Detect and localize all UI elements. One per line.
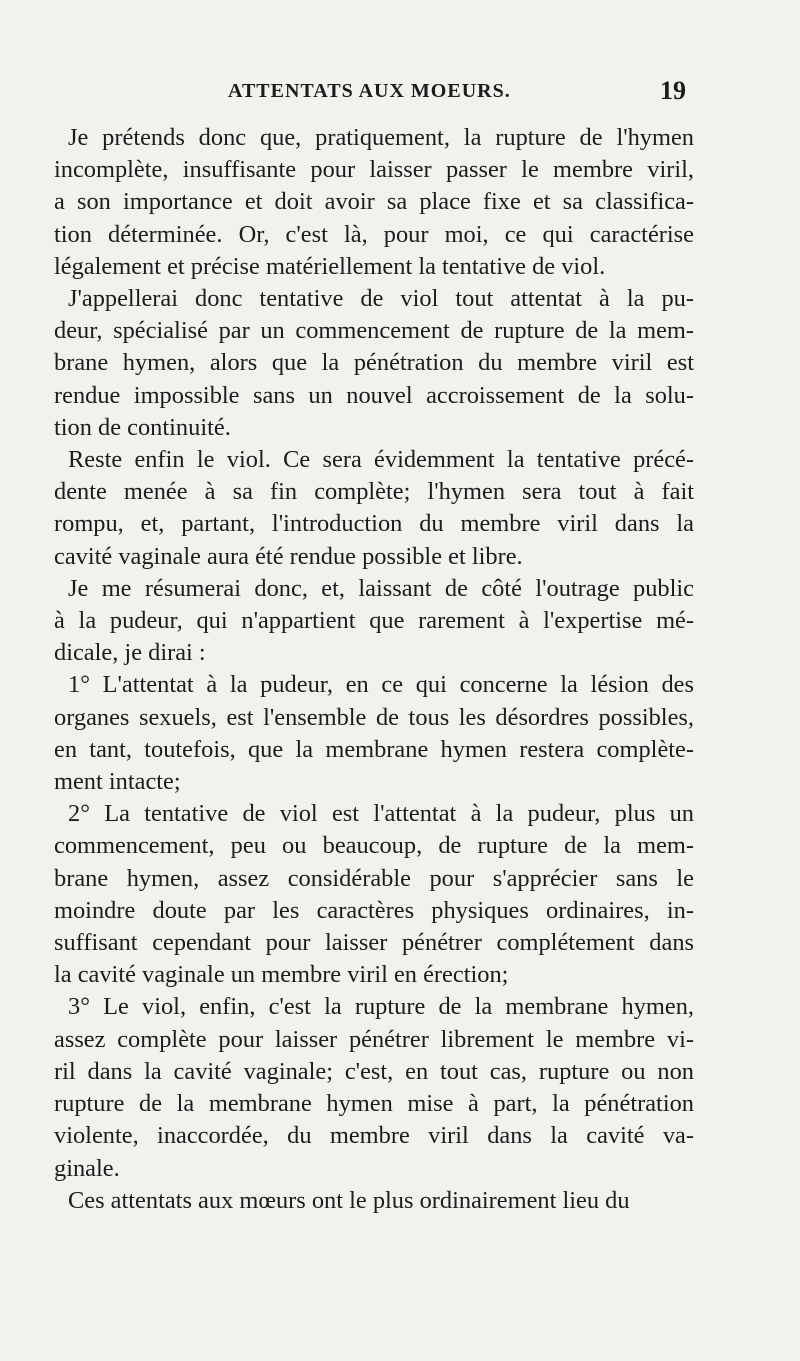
text-line: commencement, peu ou beaucoup, de rupture de la mem- [54, 832, 694, 860]
text-line: en tant, toutefois, que la membrane hymen restera complète- [54, 735, 694, 763]
paragraph [54, 444, 694, 573]
text-line: à la pudeur, qui n'appartient que rarement à l'expertise mé- [54, 607, 694, 635]
running-title: ATTENTATS AUX MOEURS. [228, 80, 511, 102]
text-line: 3° Le viol, enfin, c'est la rupture de la membrane hymen, [68, 993, 694, 1021]
paragraph [54, 283, 694, 444]
text-line: cavité vaginale aura été rendue possible et libre. [54, 542, 523, 570]
page-number: 19 [660, 76, 686, 105]
text-line: Reste enfin le viol. Ce sera évidemment la tentative précé- [68, 446, 694, 474]
text-line: moindre doute par les caractères physiques ordinaires, in- [54, 896, 694, 924]
text-line: J'appellerai donc tentative de viol tout attentat à la pu- [68, 285, 694, 313]
text-line: Je me résumerai donc, et, laissant de côté l'outrage public [68, 574, 694, 602]
text-line: Ces attentats aux mœurs ont le plus ordinairement lieu du [68, 1186, 630, 1214]
text-line: dicale, je dirai : [54, 639, 206, 667]
paragraph [54, 991, 694, 1184]
paragraph [54, 122, 694, 283]
paragraph [54, 1185, 694, 1217]
text-line: suffisant cependant pour laisser pénétrer complétement dans [54, 929, 694, 957]
text-line: organes sexuels, est l'ensemble de tous les désordres possibles, [54, 703, 694, 731]
text-line: deur, spécialisé par un commencement de rupture de la mem- [54, 317, 694, 345]
text-line: a son importance et doit avoir sa place fixe et sa classifica- [54, 188, 694, 216]
paragraph [54, 798, 694, 991]
text-line: ginale. [54, 1154, 120, 1182]
page-header [0, 76, 800, 114]
text-line: brane hymen, alors que la pénétration du membre viril est [54, 349, 694, 377]
text-line: assez complète pour laisser pénétrer librement le membre vi- [54, 1025, 694, 1053]
text-line: rupture de la membrane hymen mise à part, la pénétration [54, 1090, 694, 1118]
text-line: rendue impossible sans un nouvel accroissement de la solu- [54, 381, 694, 409]
text-line: brane hymen, assez considérable pour s'apprécier sans le [54, 864, 694, 892]
paragraph [54, 669, 694, 798]
text-line: légalement et précise matériellement la tentative de viol. [54, 252, 606, 280]
text-line: dente menée à sa fin complète; l'hymen sera tout à fait [54, 478, 694, 506]
text-line: tion de continuité. [54, 413, 231, 441]
text-line: la cavité vaginale un membre viril en érection; [54, 961, 509, 989]
text-line: tion déterminée. Or, c'est là, pour moi, ce qui caractérise [54, 220, 694, 248]
text-line: rompu, et, partant, l'introduction du membre viril dans la [54, 510, 694, 538]
text-line: violente, inaccordée, du membre viril dans la cavité va- [54, 1122, 694, 1150]
text-line: ril dans la cavité vaginale; c'est, en tout cas, rupture ou non [54, 1057, 694, 1085]
text-line: 1° L'attentat à la pudeur, en ce qui concerne la lésion des [68, 671, 694, 699]
text-line: 2° La tentative de viol est l'attentat à la pudeur, plus un [68, 800, 694, 828]
text-line: ment intacte; [54, 768, 181, 796]
text-line: incomplète, insuffisante pour laisser passer le membre viril, [54, 156, 694, 184]
body-text [54, 122, 694, 1217]
paragraph [54, 573, 694, 670]
text-line: Je prétends donc que, pratiquement, la rupture de l'hymen [68, 124, 694, 151]
